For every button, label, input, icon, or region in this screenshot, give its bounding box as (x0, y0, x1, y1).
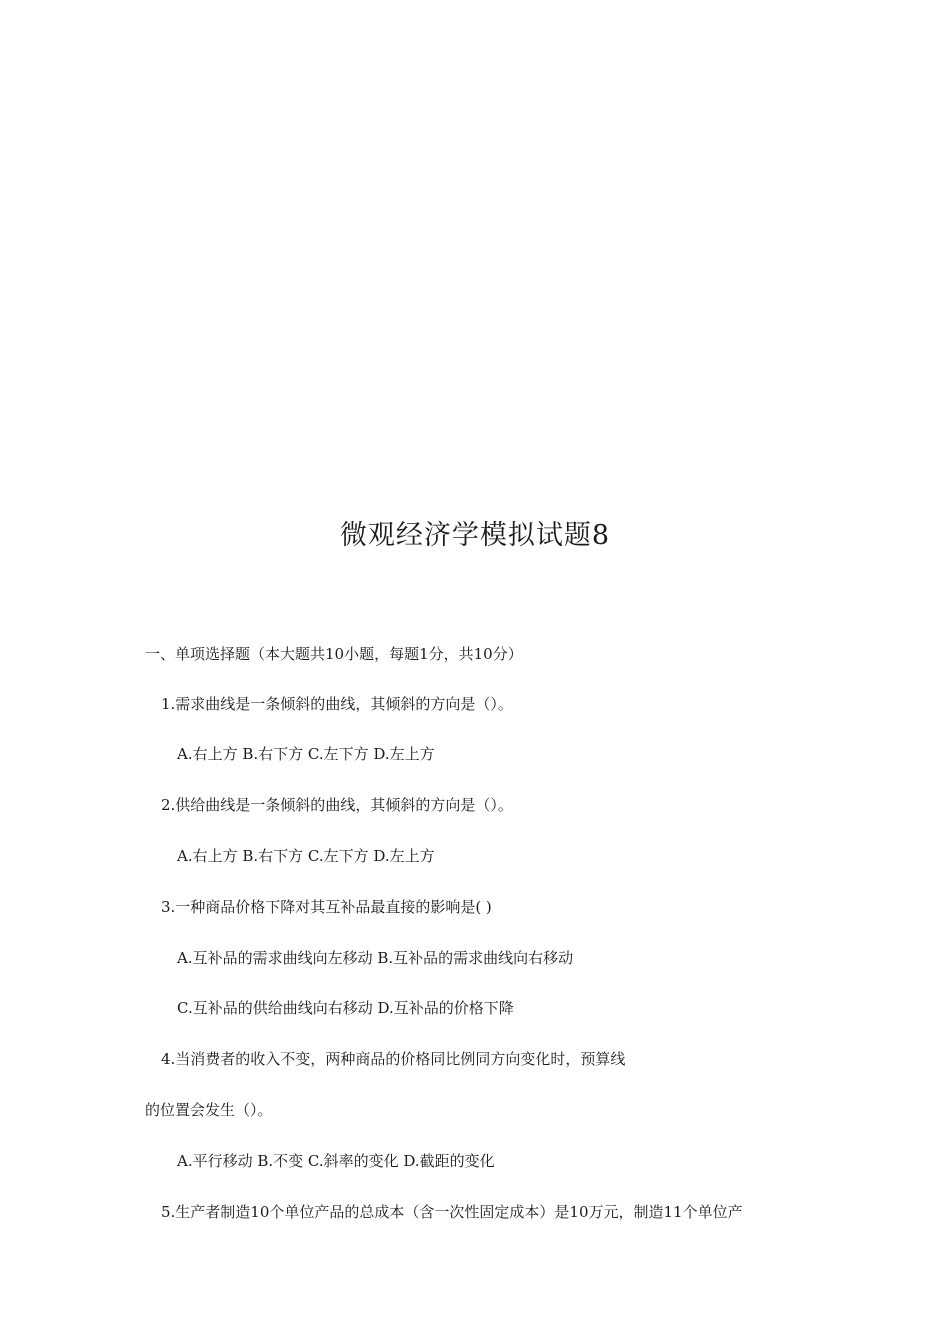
question-1-stem: 1.需求曲线是一条倾斜的曲线，其倾斜的方向是（）。 (161, 695, 513, 713)
section-heading: 一、单项选择题（本大题共10小题，每题1分，共10分） (145, 645, 523, 663)
question-4-stem: 4.当消费者的收入不变，两种商品的价格同比例同方向变化时，预算线 (161, 1050, 626, 1068)
question-3-options-cd: C.互补品的供给曲线向右移动 D.互补品的价格下降 (177, 999, 514, 1017)
question-4-stem-continued: 的位置会发生（）。 (145, 1101, 273, 1119)
question-2-options: A.右上方 B.右下方 C.左下方 D.左上方 (177, 847, 435, 865)
question-3-stem: 3.一种商品价格下降对其互补品最直接的影响是( ) (161, 898, 492, 916)
question-3-options-ab: A.互补品的需求曲线向左移动 B.互补品的需求曲线向右移动 (177, 949, 574, 967)
question-2-stem: 2.供给曲线是一条倾斜的曲线，其倾斜的方向是（）。 (161, 796, 513, 814)
question-4-options: A.平行移动 B.不变 C.斜率的变化 D.截距的变化 (177, 1152, 495, 1170)
document-title: 微观经济学模拟试题8 (339, 520, 611, 551)
question-1-options: A.右上方 B.右下方 C.左下方 D.左上方 (177, 745, 435, 763)
question-5-stem: 5.生产者制造10个单位产品的总成本（含一次性固定成本）是10万元，制造11个单位产 (161, 1203, 743, 1221)
